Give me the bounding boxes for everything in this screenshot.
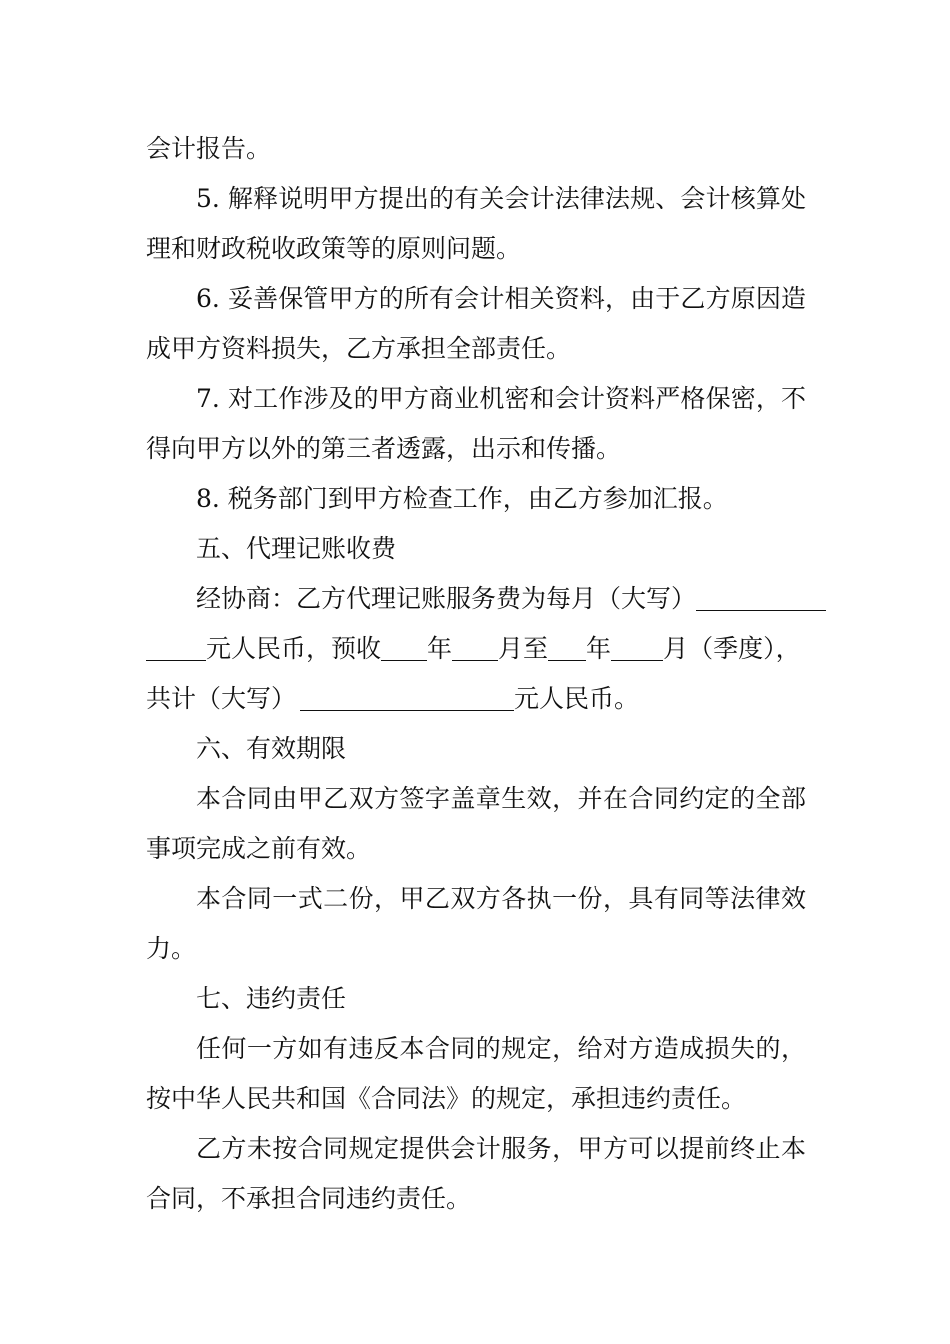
termination-line-2: 合同，不承担合同违约责任。 bbox=[146, 1184, 472, 1213]
clause-7-line-2: 得向甲方以外的第三者透露，出示和传播。 bbox=[146, 434, 622, 463]
paragraph-line: 会计报告。 bbox=[146, 134, 272, 163]
fee-text-year: 年 bbox=[427, 634, 453, 663]
clause-7-line-1: 7. 对工作涉及的甲方商业机密和会计资料严格保密，不 bbox=[196, 384, 806, 413]
validity-line-2: 事项完成之前有效。 bbox=[146, 834, 372, 863]
document-body bbox=[146, 124, 806, 1224]
fee-text-year-2: 年 bbox=[586, 634, 612, 663]
fee-text-total: 共计（大写） bbox=[146, 684, 297, 713]
fee-text-total-rmb: 元人民币。 bbox=[514, 684, 640, 713]
clause-5-line-1: 5. 解释说明甲方提出的有关会计法律法规、会计核算处 bbox=[196, 184, 806, 213]
fee-text-month-to: 月至 bbox=[498, 634, 549, 663]
fee-text: 经协商：乙方代理记账服务费为每月（大写） bbox=[196, 584, 697, 613]
fill-blank-start-month[interactable] bbox=[452, 628, 498, 661]
liability-line-1: 任何一方如有违反本合同的规定，给对方造成损失的， bbox=[196, 1034, 806, 1063]
validity-line-1: 本合同由甲乙双方签字盖章生效，并在合同约定的全部 bbox=[196, 784, 806, 813]
section-heading-validity: 六、有效期限 bbox=[196, 734, 347, 763]
fee-text-rmb: 元人民币，预收 bbox=[206, 634, 382, 663]
fill-blank-monthly-fee[interactable] bbox=[696, 578, 826, 611]
termination-line-1: 乙方未按合同规定提供会计服务，甲方可以提前终止本 bbox=[196, 1134, 806, 1163]
fee-line-3 bbox=[146, 674, 806, 724]
fill-blank-end-year[interactable] bbox=[548, 628, 586, 661]
section-heading-fees: 五、代理记账收费 bbox=[196, 534, 397, 563]
fill-blank-start-year[interactable] bbox=[381, 628, 427, 661]
fill-blank-total[interactable] bbox=[300, 678, 514, 711]
clause-5-line-2: 理和财政税收政策等的原则问题。 bbox=[146, 234, 522, 263]
fill-blank-monthly-fee-cont[interactable] bbox=[146, 628, 206, 661]
fill-blank-end-month[interactable] bbox=[611, 628, 663, 661]
fee-line-1 bbox=[146, 574, 806, 624]
fee-line-2 bbox=[146, 624, 806, 674]
clause-6-line-2: 成甲方资料损失，乙方承担全部责任。 bbox=[146, 334, 572, 363]
copies-line-1: 本合同一式二份，甲乙双方各执一份，具有同等法律效 bbox=[196, 884, 806, 913]
fee-text-quarter: 月（季度）， bbox=[663, 634, 801, 663]
copies-line-2: 力。 bbox=[146, 934, 197, 963]
clause-6-line-1: 6. 妥善保管甲方的所有会计相关资料，由于乙方原因造 bbox=[196, 284, 806, 313]
liability-line-2: 按中华人民共和国《合同法》的规定，承担违约责任。 bbox=[146, 1084, 747, 1113]
clause-8-line: 8. 税务部门到甲方检查工作，由乙方参加汇报。 bbox=[196, 484, 728, 513]
section-heading-liability: 七、违约责任 bbox=[196, 984, 347, 1013]
